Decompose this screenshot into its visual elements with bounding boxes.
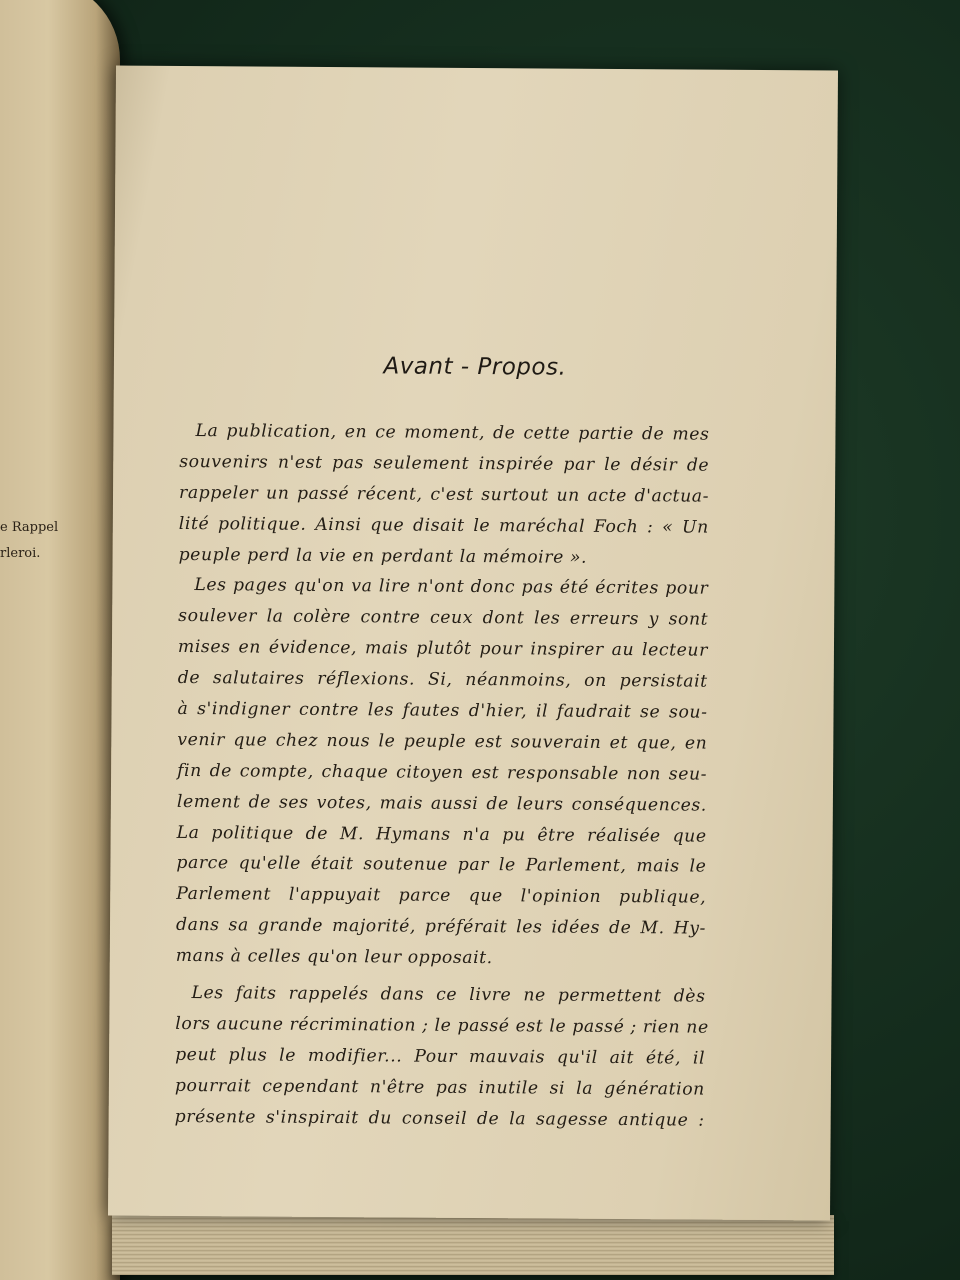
page-edges: [112, 1215, 834, 1275]
text-line: Parlement l'appuyait parce que l'opinion publique,: [176, 884, 707, 908]
text-line: présente s'inspirait du conseil de la sagesse antique :: [174, 1106, 705, 1131]
text-line: lement de ses votes, mais aussi de leurs conséquences.: [176, 791, 707, 816]
text-line: pourrait cependant n'être pas inutile si la génération: [174, 1075, 705, 1100]
text-line: venir que chez nous le peuple est souverain et que, en: [177, 729, 708, 754]
text-line: peut plus le modifier... Pour mauvais qu'il ait été, il: [175, 1044, 706, 1069]
text-line: souvenirs n'est pas seulement inspirée par le désir de: [179, 451, 710, 476]
text-line: mises en évidence, mais plutôt pour inspirer au lecteur: [177, 637, 709, 661]
text-line: La politique de M. Hymans n'a pu être réalisée que: [176, 822, 707, 847]
text-line: fin de compte, chaque citoyen est responsable non seu-: [177, 760, 708, 785]
left-page-text-line-2: rleroi.: [0, 546, 41, 561]
text-line: lité politique. Ainsi que disait le maréchal Foch : « Un: [178, 513, 709, 538]
text-line: Les faits rappelés dans ce livre ne permettent dès: [191, 983, 706, 1007]
text-line: soulever la colère contre ceux dont les erreurs y sont: [178, 606, 709, 630]
facing-page-left: [0, 0, 120, 1280]
text-line: à s'indigner contre les fautes d'hier, il faudrait se sou-: [177, 698, 708, 723]
left-page-text-line-1: e Rappel: [0, 520, 59, 535]
text-line: peuple perd la vie en perdant la mémoire ».: [178, 544, 588, 568]
text-line: La publication, en ce moment, de cette partie de mes: [195, 421, 710, 445]
text-line: lors aucune récrimination ; le passé est le passé ; rien ne: [175, 1013, 709, 1038]
text-line: Les pages qu'on va lire n'ont donc pas été écrites pour: [194, 575, 709, 600]
text-line: mans à celles qu'on leur opposait.: [175, 946, 493, 969]
text-line: rappeler un passé récent, c'est surtout un acte d'actua-: [178, 482, 710, 507]
text-line: de salutaires réflexions. Si, néanmoins, on persistait: [177, 668, 708, 692]
book-page: [108, 65, 838, 1220]
page-heading: Avant - Propos.: [383, 353, 567, 381]
text-line: dans sa grande majorité, préférait les idées de M. Hy-: [175, 915, 707, 939]
body-text: [175, 416, 710, 1136]
text-line: parce qu'elle était soutenue par le Parlement, mais le: [176, 853, 707, 878]
